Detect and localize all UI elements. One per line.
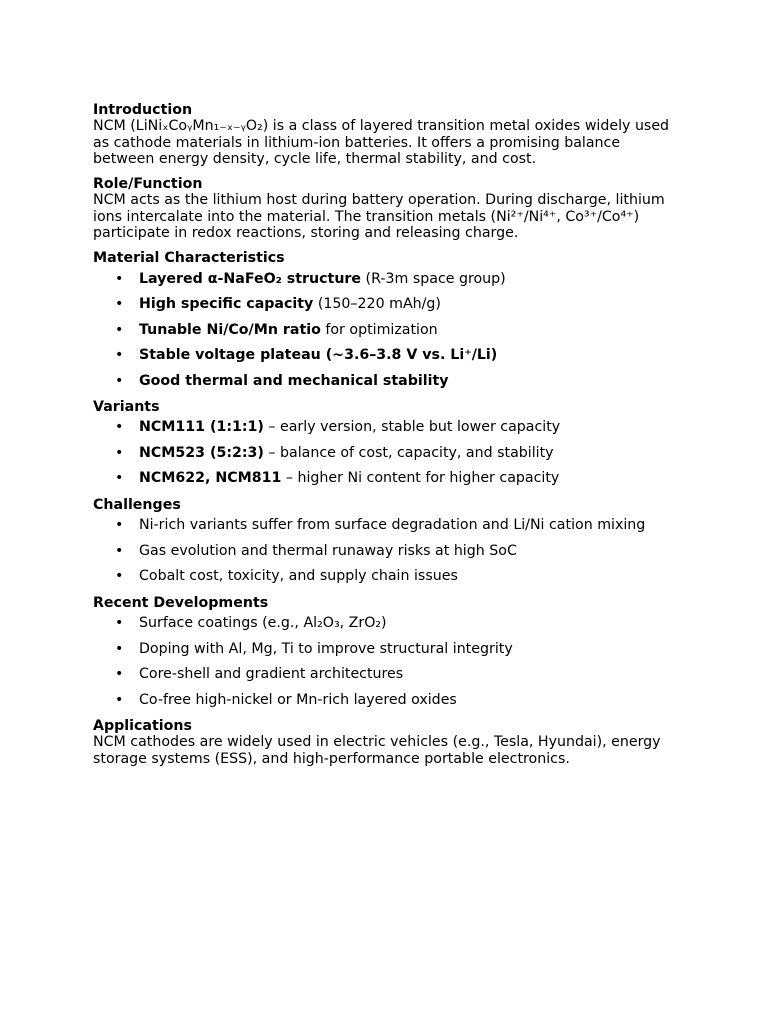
list-item-bold: NCM523 (5:2:3) [139, 444, 264, 461]
list-item-text: Cobalt cost, toxicity, and supply chain issues [139, 568, 458, 585]
list-item-text: Ni-rich variants suffer from surface degradation and Li/Ni cation mixing [139, 517, 646, 534]
bullet-icon: • [115, 270, 124, 287]
list-item [93, 515, 683, 541]
recent-developments-heading: Recent Developments [93, 594, 269, 611]
list-item-text: – balance of cost, capacity, and stability [263, 444, 554, 461]
list-item [93, 541, 683, 567]
list-item [93, 613, 683, 639]
role-function-heading: Role/Function [93, 176, 203, 193]
challenges-heading: Challenges [93, 496, 181, 513]
list-item [93, 320, 683, 346]
list-item-text: – early version, stable but lower capacity [263, 419, 561, 436]
bullet-icon: • [115, 615, 124, 632]
bullet-icon: • [115, 542, 124, 559]
list-item-text: – higher Ni content for higher capacity [281, 470, 560, 487]
list-item [93, 690, 683, 716]
list-item-text: Gas evolution and thermal runaway risks at high SoC [139, 542, 517, 559]
bullet-icon: • [115, 372, 124, 389]
list-item [93, 639, 683, 665]
list-item-bold: NCM111 (1:1:1) [139, 419, 264, 436]
applications-text: NCM cathodes are widely used in electric vehicles (e.g., Tesla, Hyundai), energy storage systems (ESS), and high-performance portable electronics. [93, 734, 661, 767]
list-item [93, 566, 683, 592]
list-item-bold: NCM622, NCM811 [139, 470, 282, 487]
material-characteristics-heading: Material Characteristics [93, 250, 285, 267]
applications-heading: Applications [93, 718, 192, 735]
list-item [93, 371, 683, 397]
developments-list [93, 613, 683, 715]
list-item-bold: Tunable Ni/Co/Mn ratio [139, 321, 321, 338]
list-item [93, 269, 683, 295]
list-item-bold: Stable voltage plateau (~3.6–3.8 V vs. Li⁺/Li) [139, 347, 498, 364]
list-item [93, 443, 683, 469]
variants-list [93, 417, 683, 494]
list-item-text: (150–220 mAh/g) [313, 296, 441, 313]
bullet-icon: • [115, 347, 124, 364]
list-item-text: Doping with Al, Mg, Ti to improve structural integrity [139, 640, 513, 657]
list-item [93, 294, 683, 320]
bullet-icon: • [115, 444, 124, 461]
introduction-text: NCM (LiNiₓCoᵧMn₁₋ₓ₋ᵧO₂) is a class of layered transition metal oxides widely used as cathode materials in lithium-ion batteries. It offers a promising balance between energy density, cycle life, thermal stability, and cost. [93, 118, 670, 167]
list-item-text: Core-shell and gradient architectures [139, 666, 404, 683]
bullet-icon: • [115, 419, 124, 436]
challenges-list [93, 515, 683, 592]
list-item [93, 664, 683, 690]
bullet-icon: • [115, 568, 124, 585]
list-item [93, 417, 683, 443]
introduction-heading: Introduction [93, 102, 193, 118]
list-item [93, 468, 683, 494]
document-body [93, 102, 683, 776]
bullet-icon: • [115, 321, 124, 338]
bullet-icon: • [115, 296, 124, 313]
role-function-text: NCM acts as the lithium host during battery operation. During discharge, lithium ions intercalate into the material. The transition metals (Ni²⁺/Ni⁴⁺, Co³⁺/Co⁴⁺) participate in redox reactions, storing and releasing charge. [93, 192, 665, 242]
list-item-bold: High specific capacity [139, 296, 314, 313]
variants-heading: Variants [93, 399, 160, 416]
list-item [93, 345, 683, 371]
characteristics-list [93, 269, 683, 397]
bullet-icon: • [115, 691, 124, 708]
list-item-text: Co-free high-nickel or Mn-rich layered oxides [139, 691, 457, 708]
list-item-bold: Good thermal and mechanical stability [139, 372, 449, 389]
list-item-text: Surface coatings (e.g., Al₂O₃, ZrO₂) [139, 615, 387, 632]
list-item-text: for optimization [320, 321, 438, 338]
list-item-text: (R-3m space group) [361, 270, 506, 287]
bullet-icon: • [115, 666, 124, 683]
bullet-icon: • [115, 517, 124, 534]
bullet-icon: • [115, 640, 124, 657]
list-item-bold: Layered α-NaFeO₂ structure [139, 270, 362, 287]
bullet-icon: • [115, 470, 124, 487]
